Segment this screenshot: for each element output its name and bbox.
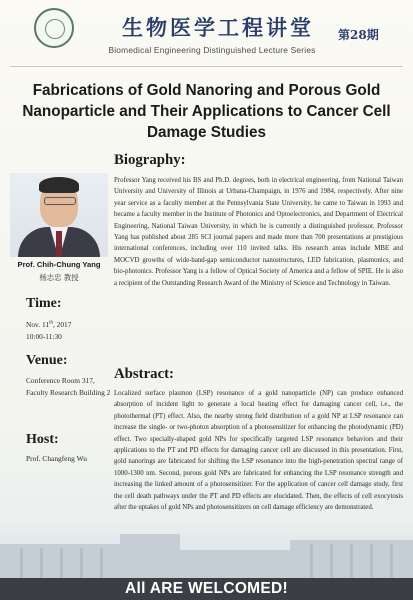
abstract-text: Localized surface plasmon (LSP) resonance of a gold nanoparticle (NP) can produce enhanced absorption of incident light to generate a local heating effect for damaging cancer cell, i.e., the photothermal (PT) effect. Also, the nearby strong field distribution of a gold NP at LSP resonance can increase the single- or two-photon absorption of a photosensitizer for enhancing the photodynamic (PD) effect. Two specially-shaped gold NPs for specifically targeted LSP resonance behaviors and their applications to the PT and PD effects for damaging cancer cell are discussed in this presentation. First, gold nanorings are fabricated for shifting the LSP resonance into the high-penetration spectral range of 1000-1300 nm. Second, porous gold NPs are fabricated for enhancing the LSP resonance strength and increasing the linked amount of a photosensitizer. For the application of cancer cell damage study, first the cell death pathways under the PT and PD effects are elucidated. Then, the effects of cell exocytosis after the uptakes of gold NPs and photosensitizers on cell damage efficiency are demonstrated. (114, 390, 403, 512)
abstract-heading: Abstract: (114, 366, 174, 382)
biography-text: Professor Yang received his BS and Ph.D. degrees, both in electrical engineering, from National Taiwan University and University of Illinois at Urbana-Champaign, in 1976 and 1984, respectively. After nine year service as a faculty member at the Pennsylvania State University, he came to Taiwan in 1993 and became a faculty member in the Institute of Photonics and Optoelectronics, and Department of Electrical Engineering, National Taiwan University, in which he is currently a distinguished professor. Professor Yang has published about 285 SCI journal papers and made more than 700 presentations at prestigious international conferences, including over 110 invited talks. His research areas include MBE and MOCVD growths of wide-band-gap semiconductor nanostructures, LED fabrication, plasmonics, and bio-photonics. Professor Yang is a fellow of Optical Society of America and a fellow of SPIE. He is also a recipient of the Outstanding Research Award of the Ministry of Science and Technology in Taiwan. (114, 177, 403, 287)
time-date: Nov. 11th, 2017 (26, 320, 72, 330)
time-heading: Time: (26, 296, 62, 311)
lecture-title: Fabrications of Gold Nanoring and Porous Gold Nanoparticle and Their Applications to Cancer Cell Damage Studies (22, 82, 391, 141)
header (0, 0, 413, 75)
speaker-name: Prof. Chih-Chung Yang (17, 260, 101, 269)
campus-building-illustration (0, 520, 413, 578)
header-divider (10, 66, 403, 67)
venue-text: Conference Room 317, Faculty Research Building 2 (26, 376, 111, 397)
host-heading: Host: (26, 432, 59, 447)
speaker-name-cn: 杨志忠 教授 (39, 273, 79, 282)
host-text: Prof. Changfeng Wu (26, 454, 87, 463)
time-text (26, 318, 114, 343)
biography-heading: Biography: (114, 152, 186, 168)
series-title-cn: 生物医学工程讲堂 (122, 15, 314, 40)
venue-heading: Venue: (26, 353, 68, 368)
speaker-photo (10, 173, 108, 257)
welcome-banner: All ARE WELCOMED! (0, 578, 413, 600)
series-title-en: Biomedical Engineering Distinguished Lecture Series (108, 45, 316, 55)
university-logo (34, 8, 74, 48)
issue-number: 第28期 (338, 28, 379, 42)
time-hours: 10:00-11:30 (26, 332, 62, 342)
